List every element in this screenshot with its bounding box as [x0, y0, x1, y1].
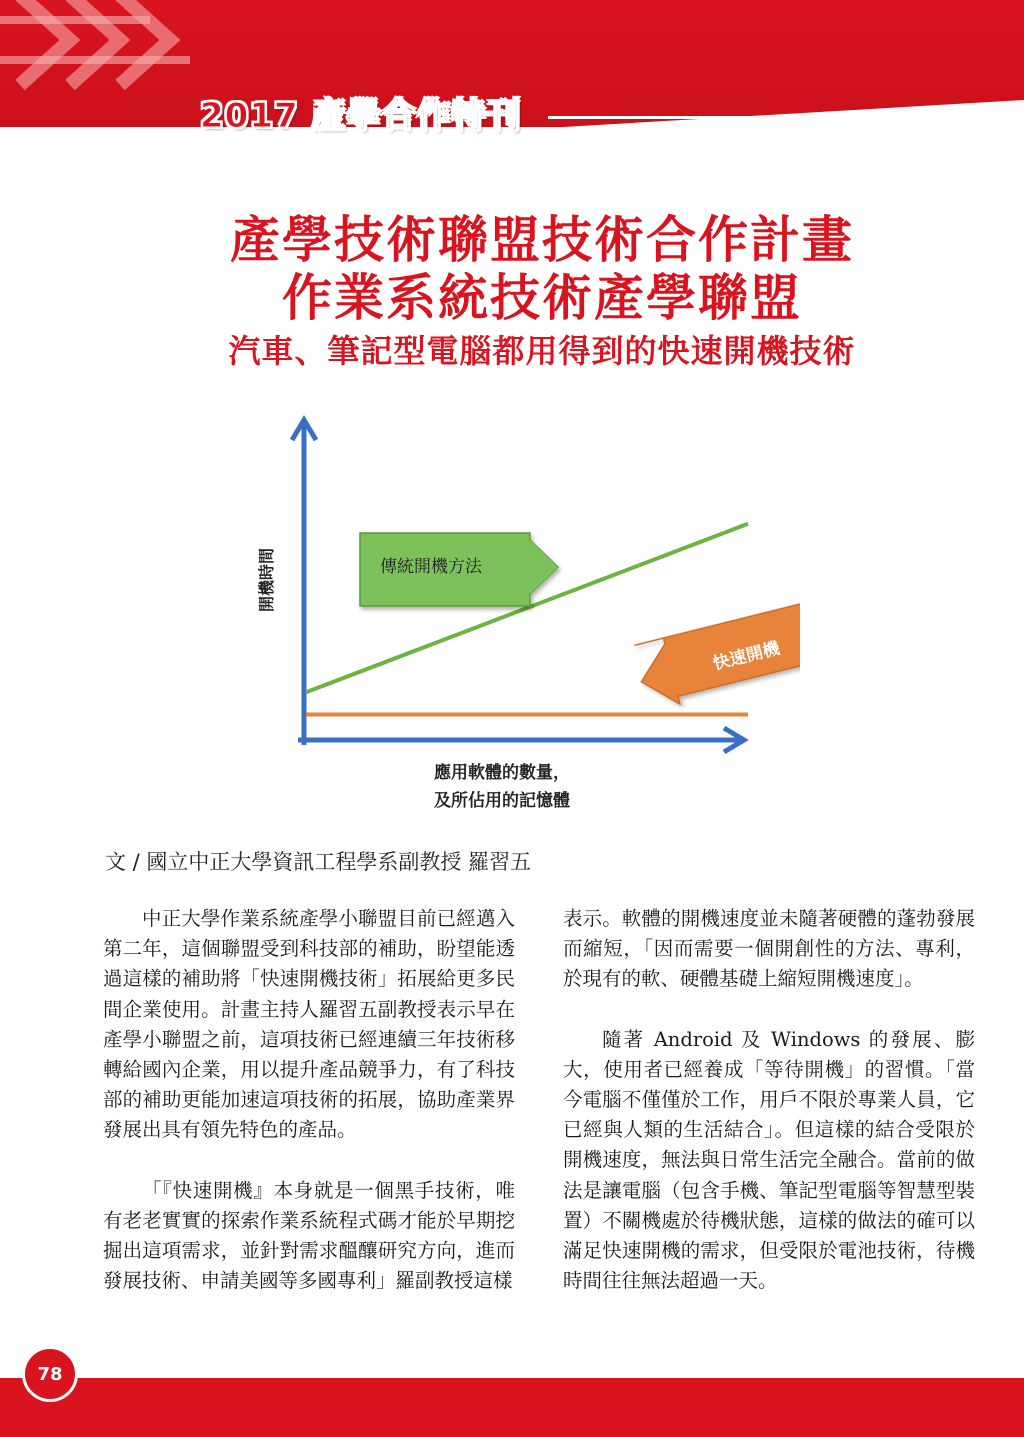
issue-title: 2017 產學合作特刊	[200, 96, 522, 136]
boot-time-chart	[240, 400, 800, 820]
byline: 文 / 國立中正大學資訊工程學系副教授 羅習五	[105, 850, 532, 874]
paragraph: 中正大學作業系統產學小聯盟目前已經邁入第二年，這個聯盟受到科技部的補助，盼望能透過這樣的補助將「快速開機技術」拓展給更多民間企業使用。計畫主持人羅習五副教授表示早在產學小聯盟之前，這項技術已經連續三年技術移轉給國內企業，用以提升產品競爭力，有了科技部的補助更能加速這項技術的拓展，協助產業界發展出具有領先特色的產品。	[103, 907, 515, 1142]
article-title-line1: 產學技術聯盟技術合作計畫	[230, 211, 854, 269]
paragraph: 表示。軟體的開機速度並未隨著硬體的蓬勃發展而縮短，「因而需要一個開創性的方法、專利，於現有的軟、硬體基礎上縮短開機速度」。	[563, 907, 975, 991]
annotation-traditional-label: 傳統開機方法	[380, 557, 482, 577]
banner-rule	[548, 116, 1024, 119]
footer-band	[0, 1378, 1024, 1437]
page-number: 78	[22, 1346, 78, 1402]
x-axis-label-line2: 及所佔用的記憶體	[434, 791, 570, 811]
right-column	[563, 904, 975, 1326]
chevron-decoration-icon	[0, 0, 230, 120]
paragraph: 「『快速開機』本身就是一個黑手技術，唯有老老實實的探索作業系統程式碼才能於早期挖掘出這項需求，並針對需求醞釀研究方向，進而發展技術、申請美國等多國專利」羅副教授這樣	[103, 1178, 515, 1293]
article-subtitle: 汽車、筆記型電腦都用得到的快速開機技術	[228, 332, 856, 370]
x-axis-label-line1: 應用軟體的數量，	[434, 763, 570, 783]
article-title-line2: 作業系統技術產學聯盟	[282, 269, 802, 327]
annotation-fast-boot-label: 快速開機	[711, 638, 782, 675]
paragraph: 隨著 Android 及 Windows 的發展、膨大，使用者已經養成「等待開機」的習慣。「當今電腦不僅僅於工作，用戶不限於專業人員，它已經與人類的生活結合」。但這樣的結合受限於開機速度，無法與日常生活完全融合。當前的做法是讓電腦（包含手機、筆記型電腦等智慧型裝置）不關機處於待機狀態，這樣的做法的確可以滿足快速開機的需求，但受限於電池技術，待機時間往往無法超過一天。	[563, 1027, 975, 1293]
y-axis-label: 開機時間	[257, 547, 276, 613]
left-column	[103, 904, 515, 1326]
